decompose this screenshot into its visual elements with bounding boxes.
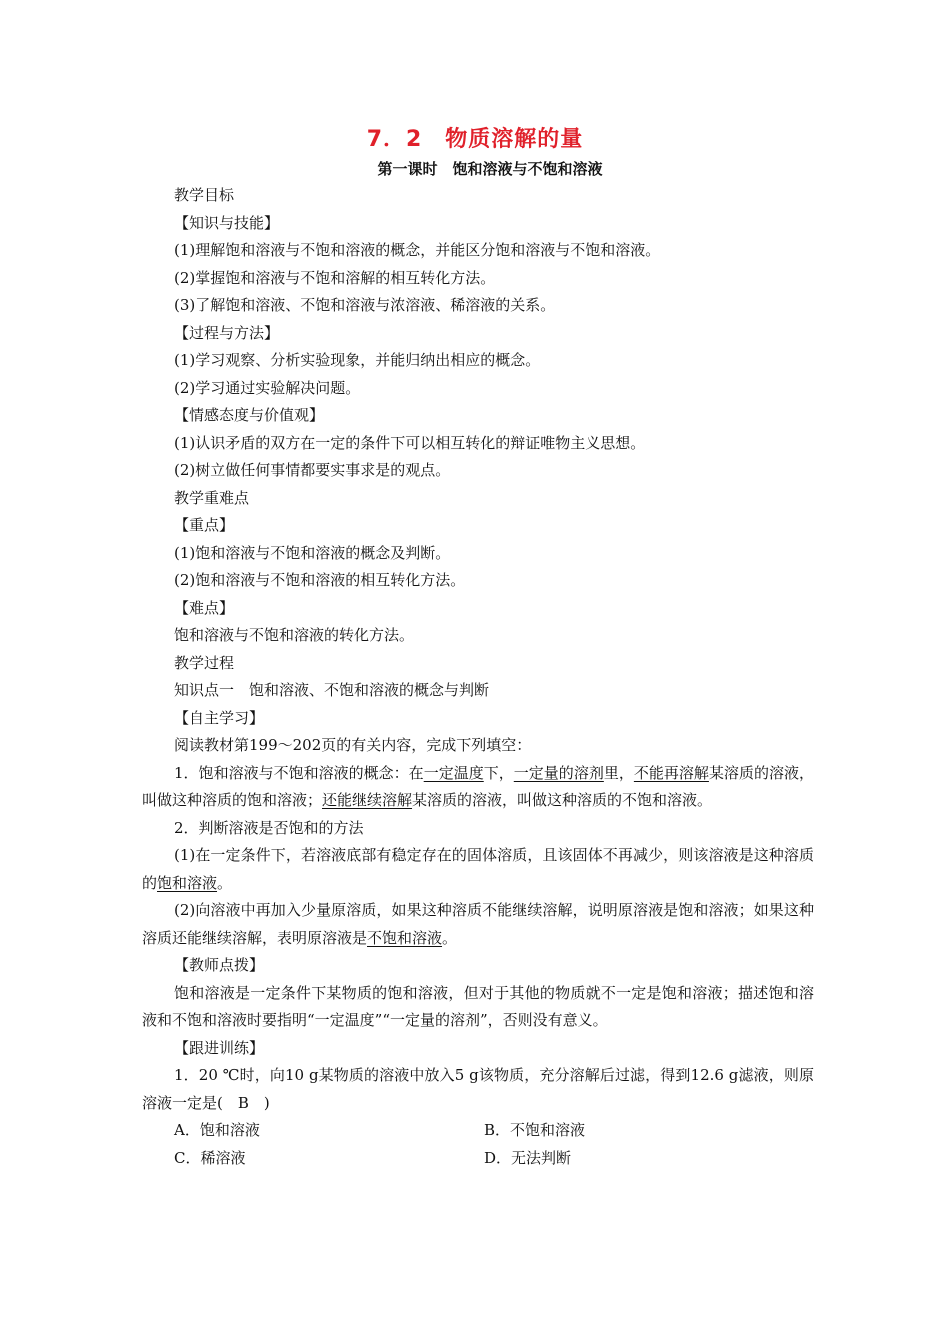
- subsection-heading: 【重点】: [174, 516, 235, 534]
- option-a: A．饱和溶液: [174, 1121, 260, 1139]
- topic-heading: 知识点一 饱和溶液、不饱和溶液的概念与判断: [174, 681, 490, 699]
- answer-blank: 还能继续溶解: [322, 791, 413, 809]
- answer-blank: 饱和溶液: [157, 873, 218, 892]
- fill-in-question-1: 1．饱和溶液与不饱和溶液的概念：在一定温度下，一定量的溶剂里，不能再溶解某溶质的溶液，叫做这种溶质的饱和溶液；还能继续溶解某溶质的溶液，叫做这种溶质的不饱和溶液。: [142, 763, 814, 809]
- option-c: C．稀溶液: [174, 1148, 246, 1167]
- subsection-heading: 【教师点拨】: [174, 956, 265, 974]
- list-item: (1)认识矛盾的双方在一定的条件下可以相互转化的辩证唯物主义思想。: [174, 433, 646, 452]
- answer-blank: 一定温度: [423, 763, 484, 782]
- question-heading: 2．判断溶液是否饱和的方法: [174, 818, 364, 837]
- section-heading: 教学重难点: [174, 488, 250, 507]
- method-item: (2)向溶液中再加入少量原溶质，如果这种溶质不能继续溶解，说明原溶液是饱和溶液；如果这种溶质还能继续溶解，表明原溶液是不饱和溶液。: [142, 901, 814, 947]
- list-item: (3)了解饱和溶液、不饱和溶液与浓溶液、稀溶液的关系。: [174, 296, 556, 314]
- section-heading: 教学目标: [174, 186, 235, 204]
- subsection-heading: 【自主学习】: [174, 708, 265, 727]
- document-body: [142, 182, 814, 1172]
- section-heading: 教学过程: [174, 653, 235, 672]
- option-b: B．不饱和溶液: [484, 1121, 586, 1139]
- list-item: (2)树立做任何事情都要实事求是的观点。: [174, 461, 451, 479]
- instruction-text: 阅读教材第199～202页的有关内容，完成下列填空：: [174, 736, 532, 754]
- subsection-heading: 【过程与方法】: [174, 323, 280, 342]
- method-item: (1)在一定条件下，若溶液底部有稳定存在的固体溶质，且该固体不再减少，则该溶液是这种溶质的饱和溶液。: [142, 846, 814, 892]
- list-item: (2)饱和溶液与不饱和溶液的相互转化方法。: [174, 571, 466, 589]
- answer-blank: 不能再溶解: [633, 763, 709, 782]
- page-title: 7．2 物质溶解的量: [366, 127, 584, 152]
- list-item: (2)学习通过实验解决问题。: [174, 378, 361, 397]
- options-row: [142, 1145, 814, 1173]
- answer-blank: 一定量的溶剂: [513, 763, 604, 782]
- subsection-heading: 【难点】: [174, 598, 235, 617]
- list-item: (1)学习观察、分析实验现象，并能归纳出相应的概念。: [174, 351, 541, 369]
- list-item: 饱和溶液与不饱和溶液的转化方法。: [174, 626, 415, 644]
- teacher-note: 饱和溶液是一定条件下某物质的饱和溶液，但对于其他的物质就不一定是饱和溶液；描述饱和溶液和不饱和溶液时要指明“一定温度”“一定量的溶剂”，否则没有意义。: [142, 983, 814, 1029]
- list-item: (1)理解饱和溶液与不饱和溶液的概念，并能区分饱和溶液与不饱和溶液。: [174, 241, 661, 259]
- answer-blank: 不饱和溶液: [367, 928, 443, 947]
- options-row: [142, 1117, 814, 1145]
- page-subtitle: 第一课时 饱和溶液与不饱和溶液: [377, 160, 603, 178]
- subsection-heading: 【跟进训练】: [174, 1038, 265, 1057]
- exercise-question: 1．20 ℃时，向10 g某物质的溶液中放入5 g该物质，充分溶解后过滤，得到12.6 g滤液，则原溶液一定是( B ): [142, 1066, 814, 1112]
- option-d: D．无法判断: [484, 1148, 572, 1167]
- subsection-heading: 【知识与技能】: [174, 213, 280, 232]
- list-item: (2)掌握饱和溶液与不饱和溶解的相互转化方法。: [174, 268, 496, 287]
- subsection-heading: 【情感态度与价值观】: [174, 406, 325, 424]
- list-item: (1)饱和溶液与不饱和溶液的概念及判断。: [174, 543, 451, 562]
